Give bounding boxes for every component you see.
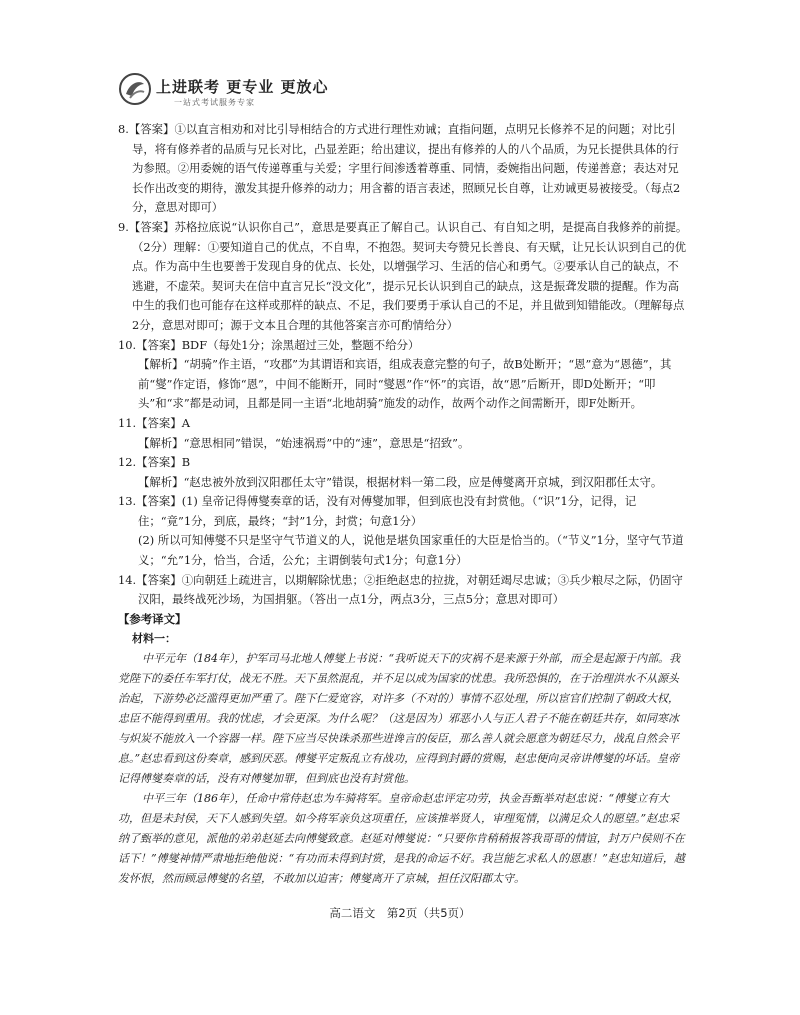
item-number: 9. <box>118 219 129 234</box>
brand-logo-icon <box>118 72 152 106</box>
item-analysis: 【解析】“胡骑”作主语，“攻郡”为其谓语和宾语，组成表意完整的句子，故B处断开；“恩”意为“恩德”，其前“燮”作定语，修饰“恩”，中间不能断开，同时“燮恩”作“怀”的宾语，故“恩”后断开，即D处断开；“叩头”和“求”都是动词，且都是同一主语“北地胡骑”施发的动作，故两个动作之间需断开，即F处断开。 <box>138 357 672 411</box>
page-footer: 高二语文 第2页（共5页） <box>329 906 471 920</box>
answer-item-12 <box>118 453 688 473</box>
answer-item-9 <box>118 218 688 336</box>
item-analysis: 【解析】“意思相同”错误，“始速祸焉”中的“速”，意思是“招致”。 <box>138 435 470 450</box>
item-text: 【答案】苏格拉底说“认识你自己”，意思是要真正了解自己。认识自己、有自知之明，是提高自我修养的前提。（2分）理解：①要知道自己的优点，不自卑，不抱怨。契诃夫夸赞兄长善良、有天赋，让兄长认识到自己的优点。作为高中生也要善于发现自身的优点、长处，以增强学习、生活的信心和勇气。②要承认自己的缺点，不逃避，不虚荣。契诃夫在信中直言兄长“没文化”，提示兄长认识到自己的缺点，这是振聋发聩的提醒。作为高中生的我们也可能存在这样或那样的缺点、不足，我们要勇于承认自己的不足，并且做到知错能改。（理解每点2分，意思对即可；源于文本且合理的其他答案言亦可酌情给分） <box>128 219 688 332</box>
item-text: 【答案】①以直言相劝和对比引导相结合的方式进行理性劝诫；直指问题，点明兄长修养不足的问题；对比引导，将有修养者的品质与兄长对比，凸显差距；给出建议，提出有修养的人的八个品质，为兄长提供具体的行为参照。②用委婉的语气传递尊重与关爱；字里行间渗透着尊重、同情，委婉指出问题，传递善意；表达对兄长作出改变的期待，激发其提升修养的动力；用含蓄的语言表述，照顾兄长自尊，让劝诫更易被接受。（每点2分，意思对即可） <box>128 122 681 215</box>
brand-tagline: 一站式考试服务专家 <box>174 98 255 107</box>
translation-paragraph: 中平三年（186年），任命中常侍赵忠为车骑将军。皇帝命赵忠评定功劳，执金吾甄举对赵忠说：“傅燮立有大功，但是未封侯，天下人感到失望。如今将军亲负这项重任，应该推举贤人，审理冤情，以满足众人的愿望。”赵忠采纳了甄举的意见，派他的弟弟赵延去向傅燮致意。赵延对傅燮说：“只要你肯稍稍报答我哥哥的情谊，封万户侯则不在话下！”傅燮神情严肃地拒绝他说：“有功而未得到封赏，是我的命运不好。我岂能乞求私人的恩惠！”赵忠知道后，越发怀恨，然而顾忌傅燮的名望，不敢加以迫害；傅燮离开了京城，担任汉阳郡太守。 <box>118 792 685 886</box>
item-text: 【答案】A <box>136 415 190 430</box>
material-label: 材料一： <box>132 632 176 646</box>
item-number: 10. <box>118 337 137 352</box>
item-text: 【答案】B <box>136 455 191 470</box>
answer-item-11 <box>118 414 688 434</box>
item-number: 8. <box>118 122 129 136</box>
item-analysis: 【解析】“赵忠被外放到汉阳郡任太守”错误，根据材料一第二段，应是傅燮离开京城，到汉阳郡任太守。 <box>138 474 663 489</box>
item-text: 【答案】(1) 皇帝记得傅燮奏章的话，没有对傅燮加罪，但到底也没有封赏他。（“识”1分，记得，记住；“竟”1分，到底，最终；“封”1分，封赏；句意1分） <box>136 494 637 528</box>
item-number: 13. <box>118 494 137 509</box>
answer-item-13 <box>118 492 688 531</box>
item-number: 12. <box>118 455 137 470</box>
item-number: 11. <box>118 415 137 430</box>
item-text: 【答案】BDF（每处1分；涂黑超过三处，整题不给分） <box>136 337 420 352</box>
item-analysis: (2) 所以可知傅燮不只是坚守气节道义的人，说他是堪负国家重任的大臣是恰当的。（“节义”1分，坚守气节道义；“允”1分，恰当，合适，公允；主谓倒装句式1分；句意1分） <box>138 533 684 568</box>
header <box>118 70 378 114</box>
answer-item-14 <box>118 571 688 610</box>
item-text: 【答案】①向朝廷上疏进言，以期解除忧患；②拒绝赵忠的拉拢，对朝廷竭尽忠诚；③兵少粮尽之际，仍固守汉阳，最终战死沙场，为国捐躯。（答出一点1分，两点3分，三点5分；意思对即可） <box>136 572 683 607</box>
answer-item-8 <box>118 120 688 218</box>
brand-name: 上进联考 更专业 更放心 <box>156 78 329 96</box>
translation-heading: 【参考译文】 <box>118 611 187 626</box>
answer-item-10 <box>118 336 688 356</box>
item-number: 14. <box>118 572 137 587</box>
answer-content <box>118 120 688 889</box>
translation-paragraph: 中平元年（184年），护军司马北地人傅燮上书说：“我听说天下的灾祸不是来源于外部，而全是起源于内部。我党陛下的委任车军打仗，战无不胜。天下虽然混乱，并不足以成为国家的忧患。我所恐惧的，在于治理洪水不从源头治起，下游势必泛滥得更加严重了。陛下仁爱宽容，对许多（不对的）事情不忍处理，所以宦官们控制了朝政大权，忠臣不能得到重用。我的忧虑，才会更深。为什么呢？（这是因为）邪恶小人与正人君子不能在朝廷共存，如同寒冰与炽炭不能放入一个容器一样。陛下应当尽快诛杀那些进谗言的佞臣，那么善人就会愿意为朝廷尽力，战乱自然会平息。”赵忠看到这份奏章，感到厌恶。傅燮平定叛乱立有战功，应得到封爵的赏赐，赵忠便向灵帝讲傅燮的坏话。皇帝记得傅燮奏章的话，没有对傅燮加罪，但到底也没有封赏他。 <box>118 652 681 786</box>
